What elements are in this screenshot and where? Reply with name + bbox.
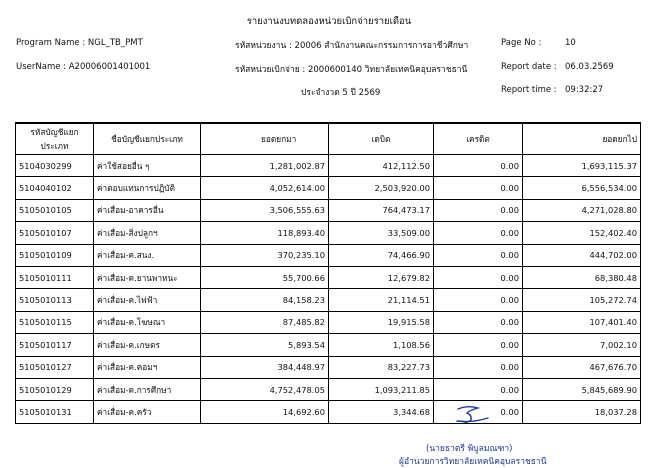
- cell-debit: 1,093,211.85: [329, 378, 434, 400]
- header-account-name: ชื่อบัญชีแยกประเภท: [94, 123, 201, 155]
- cell-opening-balance: 384,448.97: [201, 356, 329, 378]
- table-row: [16, 244, 641, 266]
- program-name: [16, 38, 143, 48]
- cell-credit: 0.00: [434, 356, 523, 378]
- cell-debit: 83,227.73: [329, 356, 434, 378]
- cell-debit: 1,108.56: [329, 334, 434, 356]
- cell-debit: 412,112.50: [329, 155, 434, 177]
- table-row: [16, 334, 641, 356]
- header-closing-balance: ยอดยกไป: [523, 123, 641, 155]
- cell-opening-balance: 14,692.60: [201, 401, 329, 423]
- cell-account-code: 5105010107: [16, 222, 94, 244]
- report-date-label: Report date :: [501, 62, 557, 72]
- table-row: [16, 155, 641, 177]
- username-value: A20006001401001: [68, 62, 151, 72]
- cell-opening-balance: 3,506,555.63: [201, 199, 329, 221]
- cell-closing-balance: 68,380.48: [523, 266, 641, 288]
- cell-opening-balance: 1,281,002.87: [201, 155, 329, 177]
- cell-closing-balance: 5,845,689.90: [523, 378, 641, 400]
- trial-balance-table: [15, 122, 641, 424]
- cell-opening-balance: 118,893.40: [201, 222, 329, 244]
- page-no-value: 10: [565, 38, 576, 48]
- cell-credit: 0.00: [434, 177, 523, 199]
- cell-credit: 0.00: [434, 155, 523, 177]
- username: [16, 62, 150, 72]
- table-row: [16, 356, 641, 378]
- program-label: Program Name :: [16, 38, 86, 48]
- cell-opening-balance: 87,485.82: [201, 311, 329, 333]
- signer-name: (นายธาตรี พิบูลมณฑา): [426, 444, 513, 454]
- cell-account-name: ค่าเสื่อม-ค.ครัว: [94, 401, 201, 423]
- cell-debit: 12,679.82: [329, 266, 434, 288]
- signer-position: ผู้อำนวยการวิทยาลัยเทคนิคอุบลราชธานี: [399, 457, 547, 467]
- table-row: [16, 177, 641, 199]
- agency-label: รหัสหน่วยงาน :: [235, 41, 292, 51]
- cell-credit: 0.00: [434, 244, 523, 266]
- cell-closing-balance: 467,676.70: [523, 356, 641, 378]
- table-row: [16, 266, 641, 288]
- report-period: ประจำงวด 5 ปี 2569: [301, 88, 381, 98]
- page-no-label: Page No :: [501, 38, 542, 48]
- table-header-row: [16, 123, 641, 155]
- cell-debit: 2,503,920.00: [329, 177, 434, 199]
- table-row: [16, 222, 641, 244]
- cell-account-code: 5104040102: [16, 177, 94, 199]
- cell-credit: 0.00: [434, 289, 523, 311]
- cell-closing-balance: 107,401.40: [523, 311, 641, 333]
- cell-account-code: 5105010105: [16, 199, 94, 221]
- cell-debit: 33,509.00: [329, 222, 434, 244]
- report-time-label: Report time :: [501, 85, 557, 95]
- cell-account-name: ค่าเสื่อม-ค.เกษตร: [94, 334, 201, 356]
- cell-account-code: 5105010131: [16, 401, 94, 423]
- cell-opening-balance: 4,752,478.05: [201, 378, 329, 400]
- cell-opening-balance: 370,235.10: [201, 244, 329, 266]
- cell-closing-balance: 444,702.00: [523, 244, 641, 266]
- cell-closing-balance: 6,556,534.00: [523, 177, 641, 199]
- agency-value: 20006 สำนักงานคณะกรรมการการอาชีวศึกษา: [294, 41, 469, 51]
- cell-debit: 19,915.58: [329, 311, 434, 333]
- report-time-value: 09:32:27: [565, 85, 604, 95]
- table-row: [16, 378, 641, 400]
- cell-credit: 0.00: [434, 401, 523, 423]
- disburse-label: รหัสหน่วยเบิกจ่าย :: [235, 65, 306, 75]
- header-opening-balance: ยอดยกมา: [201, 123, 329, 155]
- cell-account-name: ค่าเสื่อม-อาคารอื่น: [94, 199, 201, 221]
- cell-debit: 21,114.51: [329, 289, 434, 311]
- cell-account-name: ค่าใช้สอยอื่น ๆ: [94, 155, 201, 177]
- cell-account-code: 5105010127: [16, 356, 94, 378]
- cell-closing-balance: 105,272.74: [523, 289, 641, 311]
- cell-account-name: ค่าเสื่อม-ค.ไฟฟ้า: [94, 289, 201, 311]
- cell-closing-balance: 4,271,028.80: [523, 199, 641, 221]
- cell-credit: 0.00: [434, 334, 523, 356]
- cell-opening-balance: 55,700.66: [201, 266, 329, 288]
- agency-code: [235, 38, 468, 52]
- header-account-code: รหัสบัญชีแยกประเภท: [16, 123, 94, 155]
- cell-account-name: ค่าตอบแทนการปฏิบัติ: [94, 177, 201, 199]
- cell-closing-balance: 18,037.28: [523, 401, 641, 423]
- disburse-code: [235, 62, 467, 76]
- cell-closing-balance: 1,693,115.37: [523, 155, 641, 177]
- table-row: [16, 401, 641, 423]
- report-date-value: 06.03.2569: [565, 62, 614, 72]
- cell-opening-balance: 5,893.54: [201, 334, 329, 356]
- report-title: รายงานงบทดลองหน่วยเบิกจ่ายรายเดือน: [246, 16, 412, 27]
- table-row: [16, 311, 641, 333]
- cell-credit: 0.00: [434, 378, 523, 400]
- header-debit: เดบิต: [329, 123, 434, 155]
- cell-debit: 74,466.90: [329, 244, 434, 266]
- header-credit: เครดิต: [434, 123, 523, 155]
- cell-credit: 0.00: [434, 199, 523, 221]
- cell-credit: 0.00: [434, 311, 523, 333]
- cell-account-code: 5105010129: [16, 378, 94, 400]
- cell-account-code: 5105010109: [16, 244, 94, 266]
- table-row: [16, 289, 641, 311]
- cell-credit: 0.00: [434, 222, 523, 244]
- cell-debit: 764,473.17: [329, 199, 434, 221]
- cell-account-code: 5104030299: [16, 155, 94, 177]
- cell-account-code: 5105010115: [16, 311, 94, 333]
- cell-account-code: 5105010117: [16, 334, 94, 356]
- cell-credit: 0.00: [434, 266, 523, 288]
- cell-account-name: ค่าเสื่อม-ค.การศึกษา: [94, 378, 201, 400]
- cell-account-code: 5105010113: [16, 289, 94, 311]
- cell-account-name: ค่าเสื่อม-สิ่งปลูกฯ: [94, 222, 201, 244]
- signature-mark: [454, 402, 492, 428]
- program-value: NGL_TB_PMT: [87, 38, 143, 48]
- table-row: [16, 199, 641, 221]
- cell-account-name: ค่าเสื่อม-ค.สนง.: [94, 244, 201, 266]
- cell-opening-balance: 4,052,614.00: [201, 177, 329, 199]
- cell-account-name: ค่าเสื่อม-ค.คอมฯ: [94, 356, 201, 378]
- cell-debit: 3,344.68: [329, 401, 434, 423]
- cell-opening-balance: 84,158.23: [201, 289, 329, 311]
- cell-closing-balance: 152,402.40: [523, 222, 641, 244]
- disburse-value: 2000600140 วิทยาลัยเทคนิคอุบลราชธานี: [307, 65, 468, 75]
- cell-account-name: ค่าเสื่อม-ค.โฆษณา: [94, 311, 201, 333]
- cell-account-name: ค่าเสื่อม-ค.ยานพาหนะ: [94, 266, 201, 288]
- username-label: UserName :: [16, 62, 67, 72]
- cell-account-code: 5105010111: [16, 266, 94, 288]
- cell-closing-balance: 7,002.10: [523, 334, 641, 356]
